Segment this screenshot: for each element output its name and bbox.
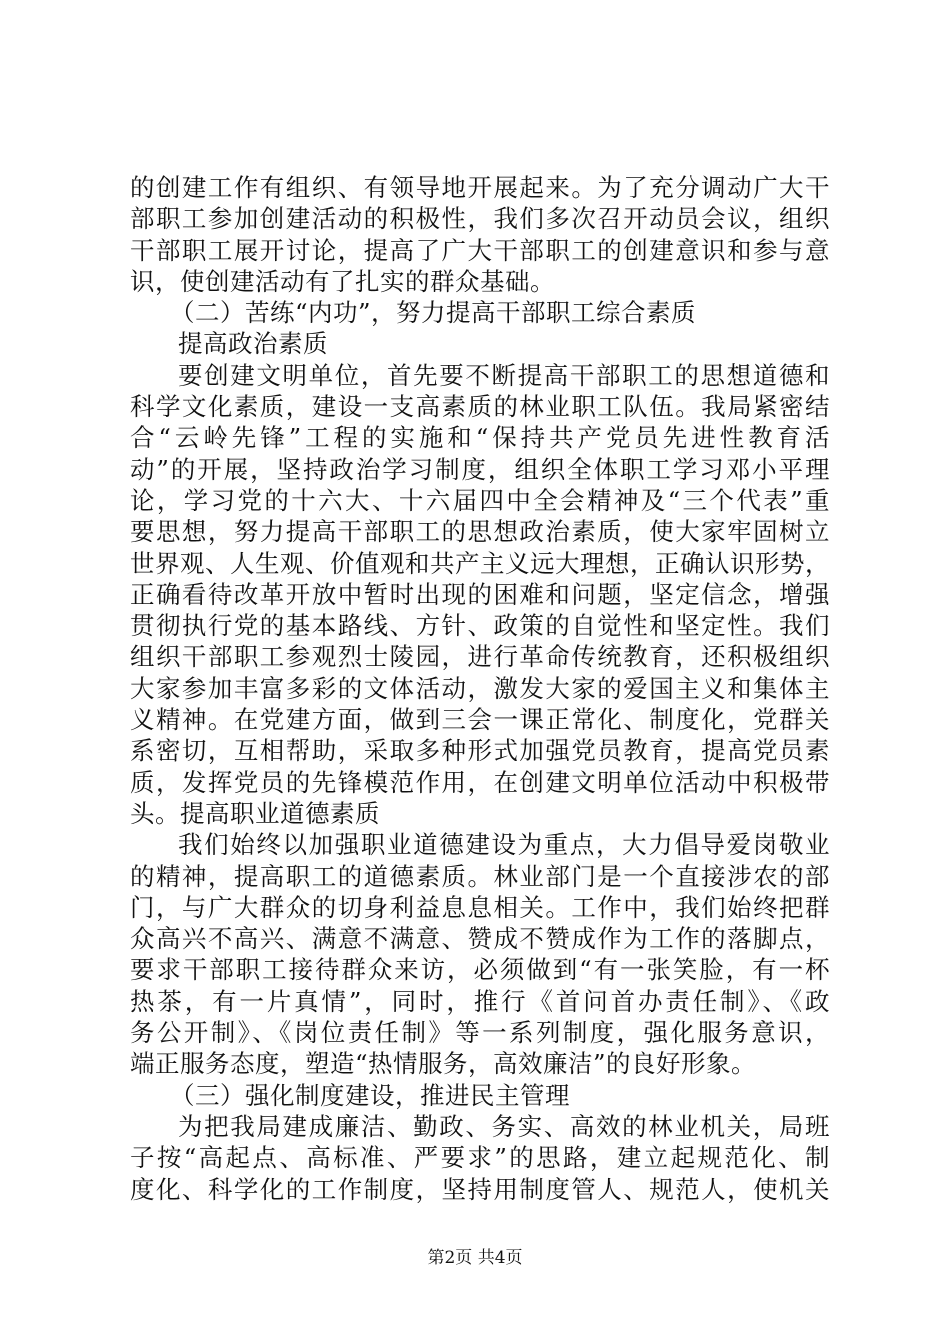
text-line: 组织干部职工参观烈士陵园，进行革命传统教育，还积极组织 (130, 642, 830, 672)
text-line: 度化、科学化的工作制度，坚持用制度管人、规范人，使机关 (130, 1174, 830, 1204)
text-line: 正确看待改革开放中暂时出现的困难和问题，坚定信念，增强 (130, 579, 830, 609)
text-line: 的创建工作有组织、有领导地开展起来。为了充分调动广大干 (130, 173, 830, 202)
text-line: 门，与广大群众的切身利益息息相关。工作中，我们始终把群 (130, 892, 830, 922)
text-line: 众高兴不高兴、满意不满意、赞成不赞成作为工作的落脚点， (130, 924, 830, 954)
section-heading: （三）强化制度建设，推进民主管理 (170, 1080, 570, 1110)
text-line: 子按“高起点、高标准、严要求”的思路，建立起规范化、制 (130, 1143, 830, 1173)
text-line: 要创建文明单位，首先要不断提高干部职工的思想道德和 (178, 360, 830, 390)
text-line: 合“云岭先锋”工程的实施和“保持共产党员先进性教育活 (130, 423, 830, 453)
page-number-label: 第2页 共4页 (427, 1248, 523, 1268)
text-line: 大家参加丰富多彩的文体活动，激发大家的爱国主义和集体主 (130, 673, 830, 703)
text-line: 热茶，有一片真情”，同时，推行《首问首办责任制》、《政 (130, 986, 830, 1016)
text-line: 务公开制》、《岗位责任制》等一系列制度，强化服务意识， (130, 1018, 830, 1048)
subsection-heading: 提高政治素质 (178, 329, 328, 359)
text-line: 要求干部职工接待群众来访，必须做到“有一张笑脸，有一杯 (130, 955, 830, 985)
text-line: 的精神，提高职工的道德素质。林业部门是一个直接涉农的部 (130, 861, 830, 891)
text-line: 质，发挥党员的先锋模范作用，在创建文明单位活动中积极带 (130, 767, 830, 797)
body-text (130, 172, 830, 1205)
text-line: 部职工参加创建活动的积极性，我们多次召开动员会议，组织 (130, 204, 830, 234)
text-line: 义精神。在党建方面，做到三会一课正常化、制度化，党群关 (130, 705, 830, 735)
text-line: 论，学习党的十六大、十六届四中全会精神及“三个代表”重 (130, 485, 830, 515)
text-line: 动”的开展，坚持政治学习制度，组织全体职工学习邓小平理 (130, 454, 830, 484)
text-line: 识，使创建活动有了扎实的群众基础。 (130, 266, 555, 296)
text-line: 世界观、人生观、价值观和共产主义远大理想，正确认识形势， (130, 548, 830, 578)
text-line: 系密切，互相帮助，采取多种形式加强党员教育，提高党员素 (130, 736, 830, 766)
text-line: 头。提高职业道德素质 (130, 798, 380, 828)
page-footer (0, 1243, 950, 1268)
text-line: 我们始终以加强职业道德建设为重点，大力倡导爱岗敬业 (178, 830, 830, 860)
text-line: 为把我局建成廉洁、勤政、务实、高效的林业机关，局班 (178, 1111, 830, 1141)
text-line: 端正服务态度，塑造“热情服务，高效廉洁”的良好形象。 (130, 1049, 757, 1079)
text-line: 科学文化素质，建设一支高素质的林业职工队伍。我局紧密结 (130, 392, 830, 422)
section-heading: （二）苦练“内功”，努力提高干部职工综合素质 (170, 298, 697, 328)
text-line: 干部职工展开讨论，提高了广大干部职工的创建意识和参与意 (130, 235, 830, 265)
text-line: 贯彻执行党的基本路线、方针、政策的自觉性和坚定性。我们 (130, 611, 830, 641)
text-line: 要思想，努力提高干部职工的思想政治素质，使大家牢固树立 (130, 517, 830, 547)
